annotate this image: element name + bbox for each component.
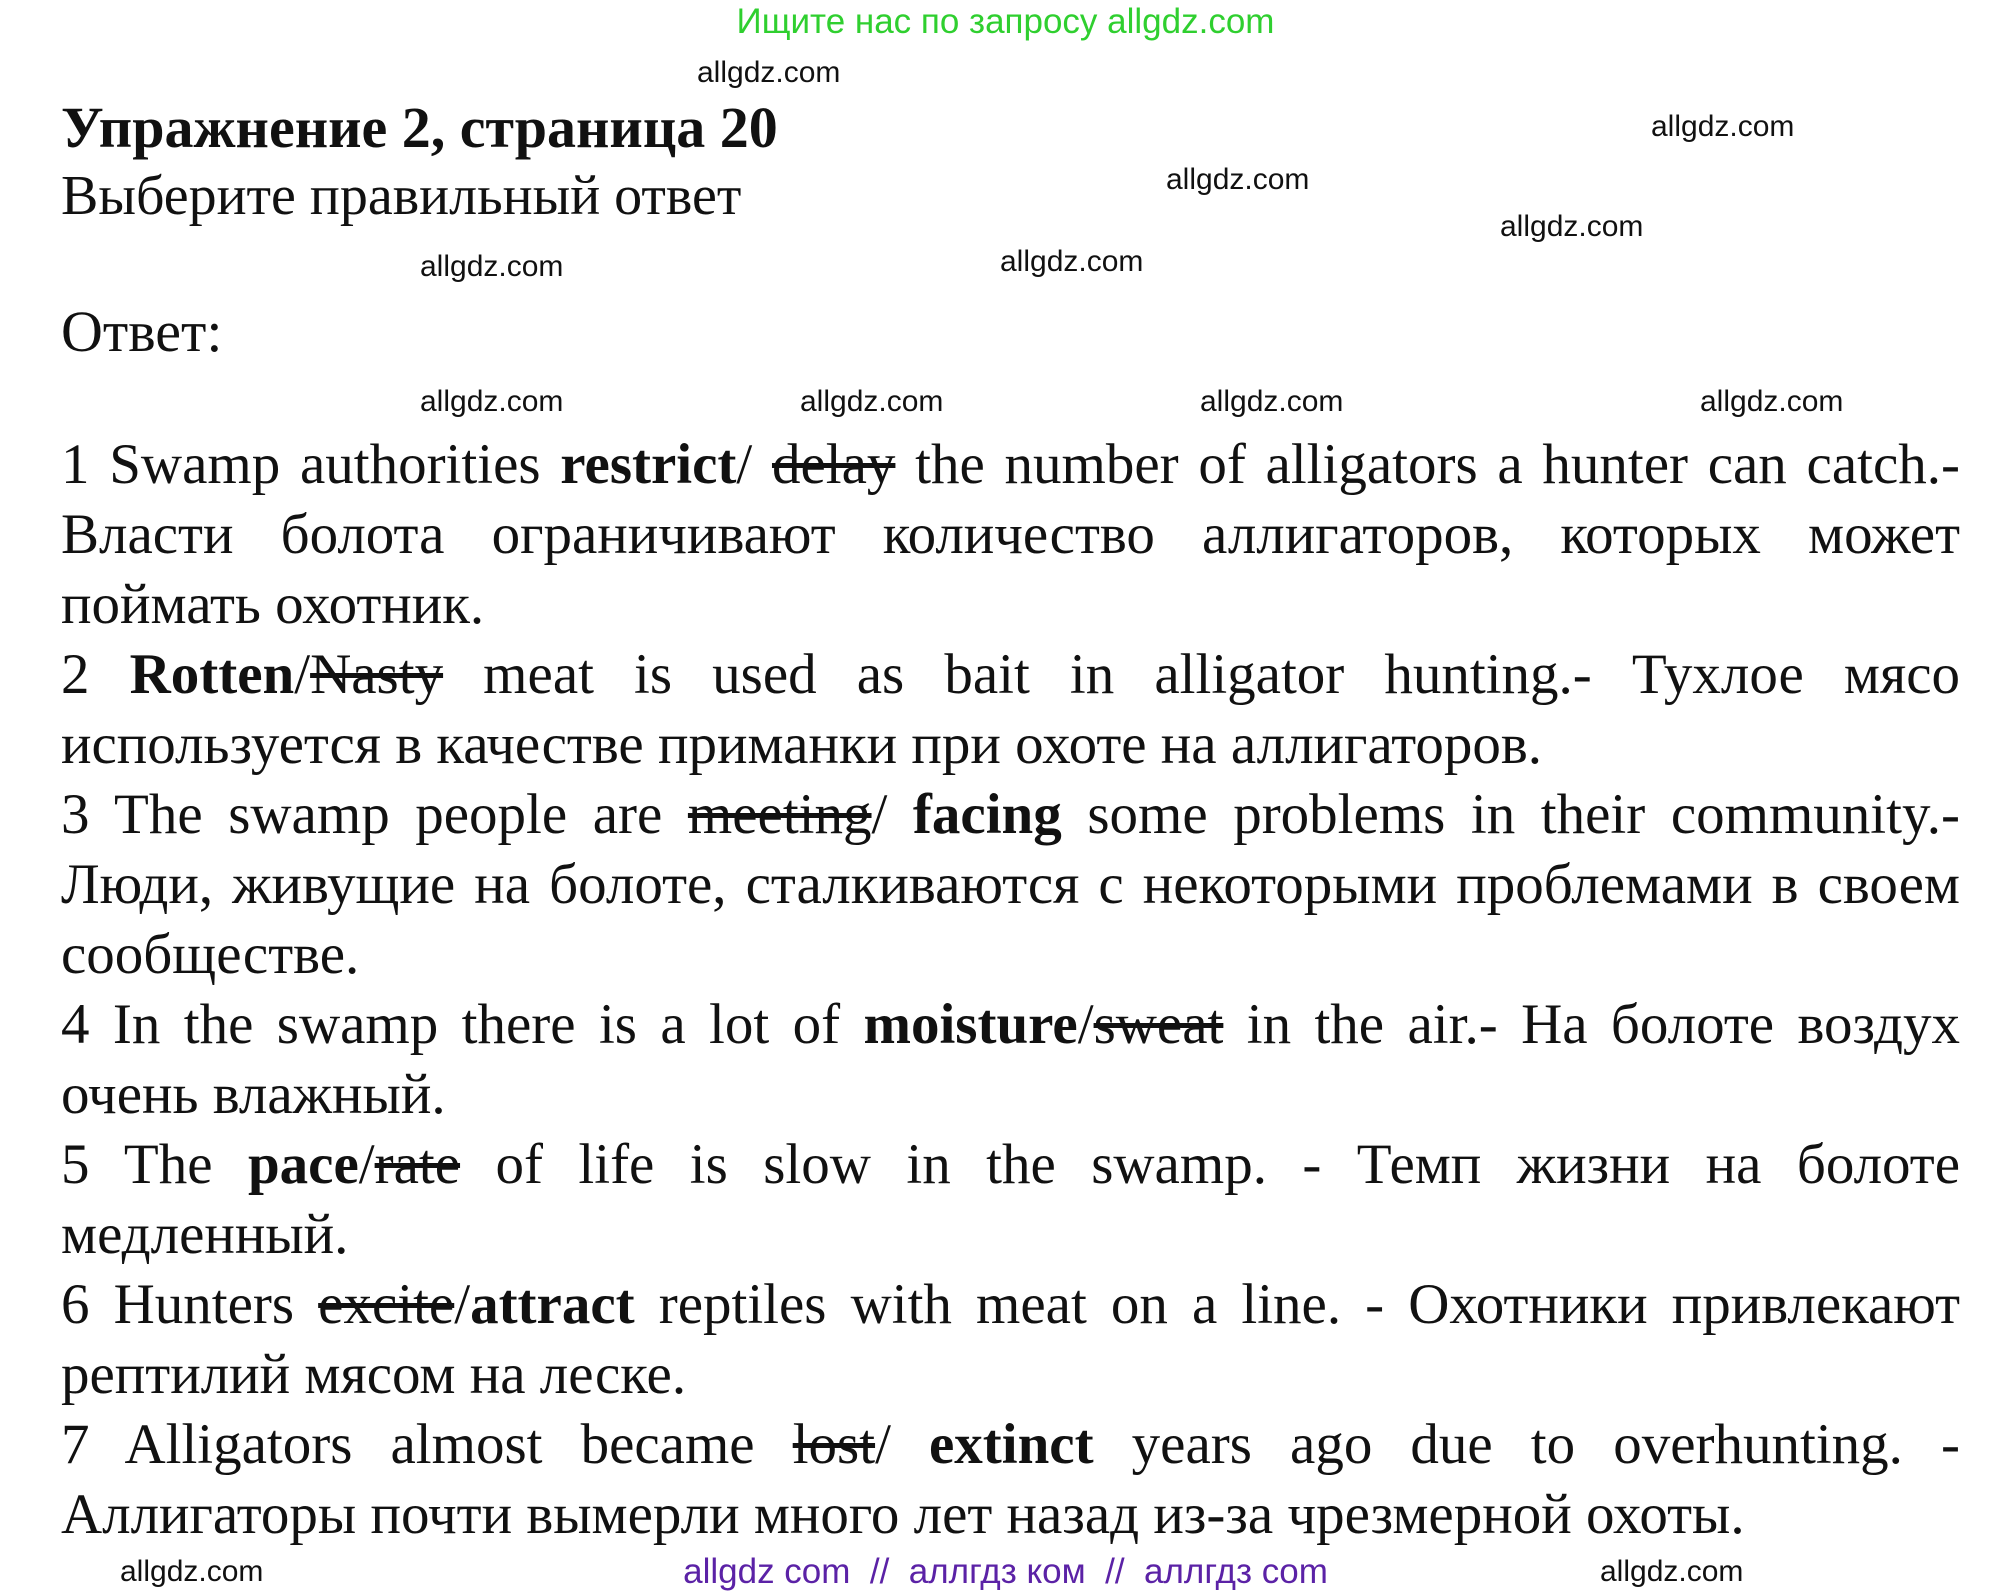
sentence-text: 1 Swamp authorities [61, 433, 561, 496]
correct-option: moisture [863, 993, 1078, 1056]
sentence-text: 6 Hunters [61, 1273, 319, 1336]
answer-item [61, 1130, 1960, 1270]
sentence-text: years ago due to overhunting. - Аллигаторы почти вымерли много лет назад из-за чрезмерной охоты. [61, 1413, 1960, 1546]
correct-option: extinct [928, 1413, 1094, 1476]
answer-item [61, 990, 1960, 1130]
page-title: Упражнение 2, страница 20 [61, 95, 778, 160]
sentence-text: / [1077, 993, 1094, 1056]
rejected-option: excite [318, 1273, 455, 1336]
watermark: allgdz.com [697, 56, 841, 89]
watermark: allgdz.com [1700, 385, 1844, 418]
sentence-text: / [736, 433, 772, 496]
watermark: allgdz.com [1500, 210, 1644, 243]
search-banner[interactable]: Ищите нас по запросу allgdz.com [736, 2, 1275, 41]
rejected-option: rate [374, 1133, 461, 1196]
answer-item [61, 1410, 1960, 1550]
task-instruction: Выберите правильный ответ [61, 165, 742, 227]
correct-option: facing [912, 783, 1062, 846]
watermark: allgdz.com [1200, 385, 1344, 418]
rejected-option: lost [792, 1413, 876, 1476]
sentence-text: some problems in their community.- Люди, живущие на болоте, сталкиваются с некоторыми проблемами в своем сообществе. [61, 783, 1960, 986]
sentence-text: / [875, 1413, 929, 1476]
sentence-text: of life is slow in the swamp. - Темп жизни на болоте медленный. [61, 1133, 1960, 1266]
rejected-option: Nasty [310, 643, 444, 706]
watermark: allgdz.com [1600, 1555, 1744, 1588]
sentence-text: / [871, 783, 913, 846]
sentence-text: reptiles with meat on a line. - Охотники привлекают рептилий мясом на леске. [61, 1273, 1960, 1406]
sentence-text: 7 Alligators almost became [61, 1413, 793, 1476]
sentence-text: / [358, 1133, 375, 1196]
sentence-text: 5 The [61, 1133, 248, 1196]
sentence-text: 3 The swamp people are [61, 783, 688, 846]
watermark: allgdz.com [1166, 163, 1310, 196]
watermark: allgdz.com [420, 385, 564, 418]
sentence-text: 2 [61, 643, 130, 706]
answer-item [61, 430, 1960, 640]
rejected-option: sweat [1093, 993, 1224, 1056]
footer-links[interactable]: allgdz com // аллгдз ком // аллгдз com [683, 1552, 1328, 1591]
answer-item [61, 1270, 1960, 1410]
sentence-text: the number of alligators a hunter can catch.- Власти болота ограничивают количество аллигаторов, которых может поймать охотник. [61, 433, 1960, 636]
rejected-option: delay [771, 433, 896, 496]
answer-item [61, 640, 1960, 780]
watermark: allgdz.com [120, 1555, 264, 1588]
answer-label: Ответ: [61, 299, 223, 364]
watermark: allgdz.com [1651, 110, 1795, 143]
watermark: allgdz.com [1000, 245, 1144, 278]
sentence-text: in the air.- На болоте воздух очень влажный. [61, 993, 1960, 1126]
correct-option: Rotten [129, 643, 295, 706]
rejected-option: meeting [687, 783, 872, 846]
watermark: allgdz.com [800, 385, 944, 418]
answer-item [61, 780, 1960, 990]
correct-option: attract [470, 1273, 635, 1336]
answer-list [61, 430, 1960, 1550]
sentence-text: / [454, 1273, 471, 1336]
correct-option: pace [247, 1133, 359, 1196]
sentence-text: / [294, 643, 311, 706]
watermark: allgdz.com [420, 250, 564, 283]
correct-option: restrict [560, 433, 737, 496]
sentence-text: meat is used as bait in alligator hunting.- Тухлое мясо используется в качестве приманки при охоте на аллигаторов. [61, 643, 1960, 776]
sentence-text: 4 In the swamp there is a lot of [61, 993, 864, 1056]
